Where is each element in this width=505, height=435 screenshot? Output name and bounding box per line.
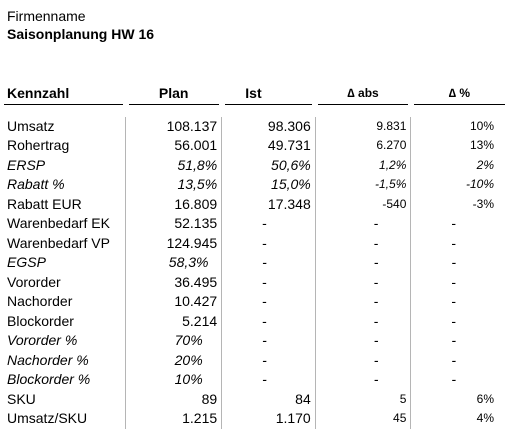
table-row xyxy=(4,175,505,195)
delta-pct-cell: -10% xyxy=(465,177,494,192)
table-row xyxy=(4,370,505,390)
ist-cell: - xyxy=(222,331,316,351)
delta-pct-cell: - xyxy=(451,293,457,310)
delta-pct-cell: 2% xyxy=(476,157,494,172)
table-row xyxy=(4,253,505,273)
delta-pct-cell: - xyxy=(451,371,457,388)
table-row xyxy=(4,351,505,371)
plan-cell: 51,8% xyxy=(126,156,222,176)
delta-pct-cell: - xyxy=(451,332,457,349)
delta-pct-cell: - xyxy=(451,215,457,232)
plan-cell: 70% xyxy=(126,331,222,351)
delta-pct-cell: - xyxy=(451,351,457,368)
plan-cell: 16.809 xyxy=(126,195,222,215)
delta-abs-cell: - xyxy=(315,234,411,254)
kennzahl-cell: Umsatz xyxy=(4,117,126,137)
plan-cell: 1.215 xyxy=(126,409,222,429)
delta-pct-cell: 4% xyxy=(476,411,494,426)
ist-cell: - xyxy=(222,351,316,371)
kennzahl-cell: EGSP xyxy=(4,253,126,273)
plan-cell: 20% xyxy=(126,351,222,371)
ist-cell: 50,6% xyxy=(222,156,316,176)
ist-cell: 84 xyxy=(222,390,316,410)
delta-abs-cell: - xyxy=(315,312,411,332)
delta-pct-cell: - xyxy=(451,273,457,290)
delta-pct-cell: -3% xyxy=(472,196,494,211)
ist-cell: - xyxy=(222,292,316,312)
kennzahl-cell: ERSP xyxy=(4,156,126,176)
table-header-row xyxy=(4,84,505,105)
table-row xyxy=(4,234,505,254)
ist-cell: - xyxy=(222,214,316,234)
delta-abs-cell: 6.270 xyxy=(315,136,411,156)
delta-abs-cell: - xyxy=(315,292,411,312)
kennzahl-cell: Nachorder xyxy=(4,292,126,312)
delta-abs-cell: - xyxy=(315,273,411,293)
ist-cell: - xyxy=(222,312,316,332)
plan-cell: 5.214 xyxy=(126,312,222,332)
table-row xyxy=(4,117,505,137)
ist-cell: 49.731 xyxy=(222,136,316,156)
ist-cell: - xyxy=(222,370,316,390)
delta-pct-cell: - xyxy=(451,234,457,251)
header-kennzahl: Kennzahl xyxy=(4,84,126,105)
delta-abs-cell: 1,2% xyxy=(315,156,411,176)
delta-abs-cell: 5 xyxy=(315,390,411,410)
header-ist: Ist xyxy=(222,84,316,105)
kennzahl-cell: Vororder % xyxy=(4,331,126,351)
delta-abs-cell: 45 xyxy=(315,409,411,429)
plan-cell: 13,5% xyxy=(126,175,222,195)
plan-cell: 56.001 xyxy=(126,136,222,156)
ist-cell: - xyxy=(222,273,316,293)
header-delta-abs: ∆ abs xyxy=(315,84,411,105)
kennzahl-cell: Rohertrag xyxy=(4,136,126,156)
ist-cell: 98.306 xyxy=(222,117,316,137)
ist-cell: 17.348 xyxy=(222,195,316,215)
company-name: Firmenname xyxy=(7,8,86,24)
delta-pct-cell: - xyxy=(451,312,457,329)
table-row xyxy=(4,156,505,176)
ist-cell: 15,0% xyxy=(222,175,316,195)
plan-cell: 10.427 xyxy=(126,292,222,312)
delta-abs-cell: -1,5% xyxy=(315,175,411,195)
table-row xyxy=(4,409,505,429)
table-row xyxy=(4,195,505,215)
delta-pct-cell: 13% xyxy=(469,138,494,153)
ist-cell: - xyxy=(222,253,316,273)
plan-cell: 108.137 xyxy=(126,117,222,137)
header-plan: Plan xyxy=(126,84,222,105)
planning-table xyxy=(4,84,505,429)
plan-cell: 52.135 xyxy=(126,214,222,234)
ist-cell: 1.170 xyxy=(222,409,316,429)
kennzahl-cell: Vororder xyxy=(4,273,126,293)
delta-abs-cell: - xyxy=(315,214,411,234)
table-row xyxy=(4,390,505,410)
plan-cell: 36.495 xyxy=(126,273,222,293)
delta-pct-cell: 10% xyxy=(469,118,494,133)
delta-abs-cell: 9.831 xyxy=(315,117,411,137)
kennzahl-cell: Rabatt % xyxy=(4,175,126,195)
table-row xyxy=(4,331,505,351)
delta-abs-cell: - xyxy=(315,253,411,273)
kennzahl-cell: Warenbedarf EK xyxy=(4,214,126,234)
delta-abs-cell: -540 xyxy=(315,195,411,215)
delta-abs-cell: - xyxy=(315,370,411,390)
kennzahl-cell: Rabatt EUR xyxy=(4,195,126,215)
ist-cell: - xyxy=(222,234,316,254)
kennzahl-cell: Umsatz/SKU xyxy=(4,409,126,429)
header-delta-pct: ∆ % xyxy=(411,84,505,105)
kennzahl-cell: SKU xyxy=(4,390,126,410)
table-row xyxy=(4,273,505,293)
plan-cell: 89 xyxy=(126,390,222,410)
kennzahl-cell: Blockorder % xyxy=(4,370,126,390)
delta-pct-cell: 6% xyxy=(476,391,494,406)
report-title: Saisonplanung HW 16 xyxy=(7,26,155,42)
kennzahl-cell: Blockorder xyxy=(4,312,126,332)
table-row xyxy=(4,136,505,156)
table-row xyxy=(4,312,505,332)
delta-pct-cell: - xyxy=(451,254,457,271)
kennzahl-cell: Nachorder % xyxy=(4,351,126,371)
table-row xyxy=(4,292,505,312)
plan-cell: 58,3% xyxy=(126,253,222,273)
delta-abs-cell: - xyxy=(315,351,411,371)
delta-abs-cell: - xyxy=(315,331,411,351)
table-body xyxy=(4,117,505,429)
plan-cell: 10% xyxy=(126,370,222,390)
plan-cell: 124.945 xyxy=(126,234,222,254)
table-row xyxy=(4,214,505,234)
kennzahl-cell: Warenbedarf VP xyxy=(4,234,126,254)
